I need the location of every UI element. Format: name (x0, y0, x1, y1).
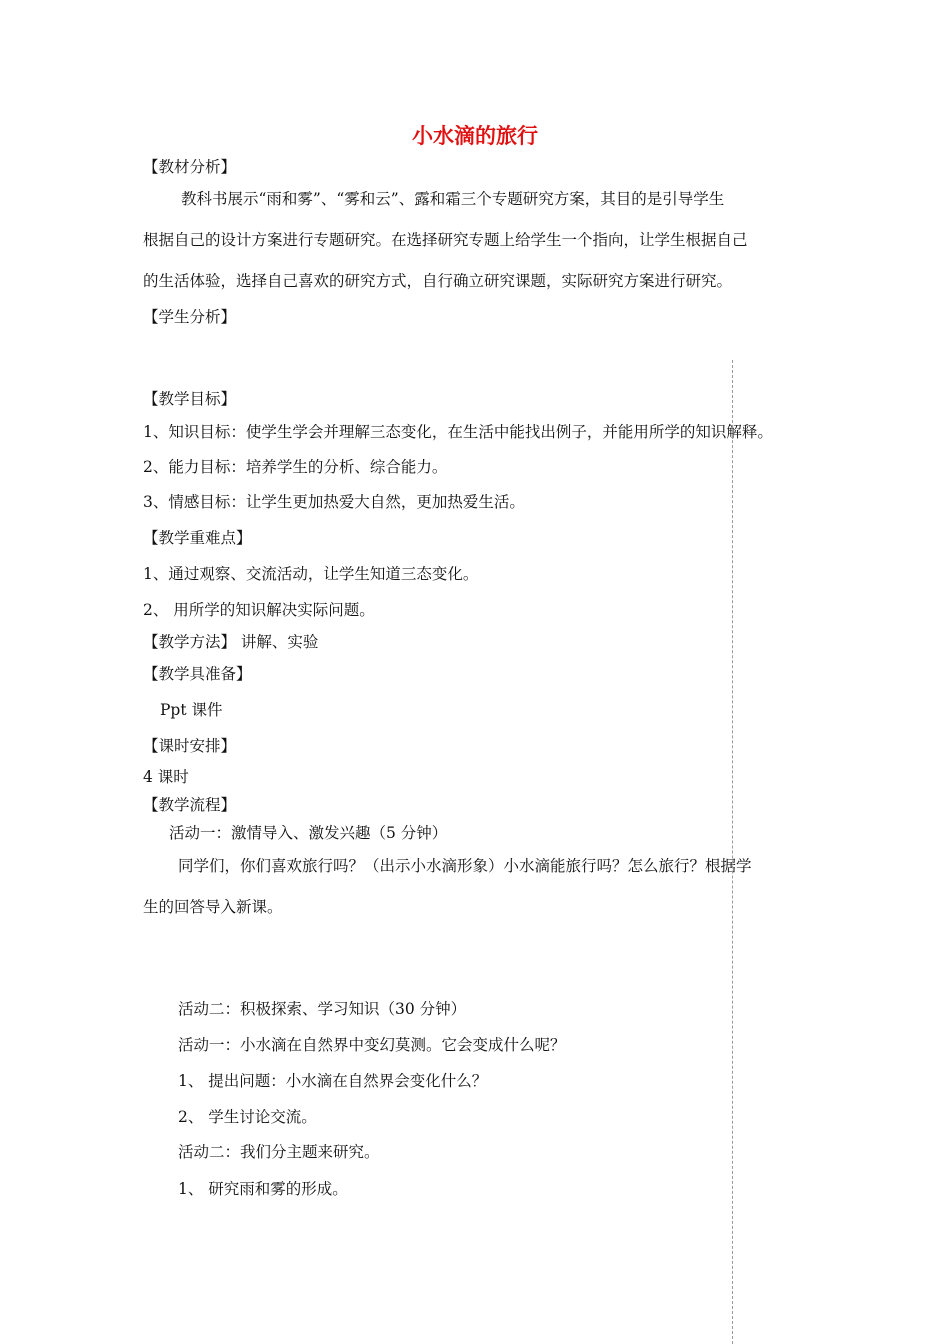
heading-class-schedule: 【课时安排】 (143, 737, 237, 755)
heading-teaching-goals: 【教学目标】 (143, 390, 237, 408)
paragraph-line: 活动二：积极探索、学习知识（30 分钟） (178, 1000, 467, 1018)
margin-dashed-line (732, 360, 733, 1344)
heading-teaching-methods: 【教学方法】 讲解、实验 (143, 633, 319, 651)
heading-teaching-materials: 【教学具准备】 (143, 665, 252, 683)
paragraph-line: 活动一：激情导入、激发兴趣（5 分钟） (169, 824, 448, 842)
list-item: 1、 提出问题：小水滴在自然界会变化什么？ (178, 1072, 488, 1090)
paragraph-line: 活动一：小水滴在自然界中变幻莫测。它会变成什么呢？ (178, 1036, 566, 1054)
document-title: 小水滴的旅行 (412, 124, 538, 148)
heading-teaching-process: 【教学流程】 (143, 796, 237, 814)
list-item: 2、 学生讨论交流。 (178, 1108, 317, 1126)
paragraph-line: 活动二：我们分主题来研究。 (178, 1143, 380, 1161)
heading-key-difficulties: 【教学重难点】 (143, 529, 252, 547)
list-item: 2、 用所学的知识解决实际问题。 (143, 601, 375, 619)
paragraph-line: 4 课时 (143, 768, 189, 786)
paragraph-line: 的生活体验，选择自己喜欢的研究方式，自行确立研究课题，实际研究方案进行研究。 (143, 272, 733, 290)
list-item: 1、 研究雨和雾的形成。 (178, 1180, 348, 1198)
list-item: 3、情感目标：让学生更加热爱大自然，更加热爱生活。 (143, 493, 525, 511)
paragraph-line: Ppt 课件 (160, 701, 223, 719)
list-item: 2、能力目标：培养学生的分析、综合能力。 (143, 458, 448, 476)
list-item: 1、知识目标：使学生学会并理解三态变化，在生活中能找出例子，并能用所学的知识解释。 (143, 423, 773, 441)
list-item: 1、通过观察、交流活动，让学生知道三态变化。 (143, 565, 479, 583)
paragraph-line: 同学们，你们喜欢旅行吗？（出示小水滴形象）小水滴能旅行吗？怎么旅行？根据学 (178, 857, 752, 875)
paragraph-line: 教科书展示“雨和雾”、“雾和云”、露和霜三个专题研究方案，其目的是引导学生 (181, 190, 725, 208)
heading-student-analysis: 【学生分析】 (143, 308, 237, 326)
paragraph-line: 根据自己的设计方案进行专题研究。在选择研究专题上给学生一个指向，让学生根据自己 (143, 231, 748, 249)
paragraph-line: 生的回答导入新课。 (143, 898, 283, 916)
heading-textbook-analysis: 【教材分析】 (143, 158, 237, 176)
